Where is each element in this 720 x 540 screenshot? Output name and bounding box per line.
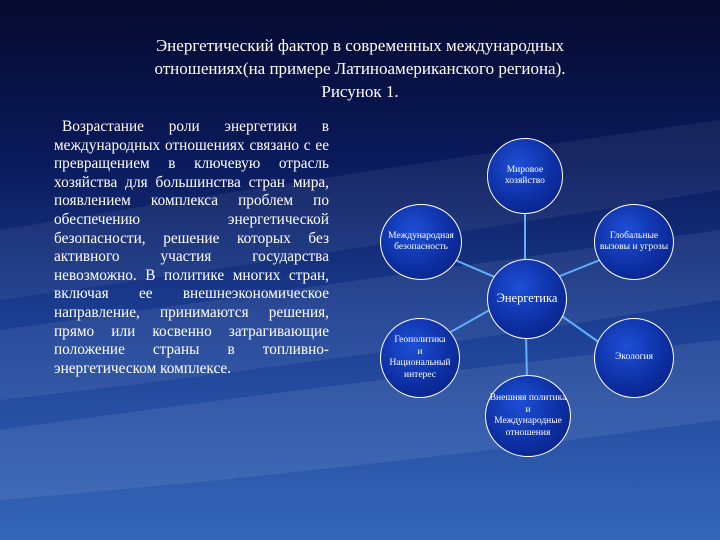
node-energy-center: Энергетика (487, 259, 567, 339)
node-intl-security: Международная безопасность (380, 204, 462, 280)
node-world-economy: Мировое хозяйство (487, 138, 563, 214)
title-line-1: Энергетический фактор в современных международных (155, 36, 565, 55)
node-ecology: Экология (594, 318, 674, 398)
node-global-challenges: Глобальные вызовы и угрозы (594, 204, 674, 280)
title-line-2: отношениях(на примере Латиноамериканского региона). (154, 59, 566, 78)
title-line-3: Рисунок 1. (321, 82, 399, 101)
body-paragraph: Возрастание роли энергетики в международных отношениях связано с ее превращением в ключевую отрасль хозяйства для большинства стран мира, появлением комплекса проблем по обеспечению энергетической безопасности, решение которых без активного участия государства невозможно. В политике многих стран, включая ее внешнеэкономическое направление, принимаются решения, прямо или косвенно затрагивающие положение страны в топливно-энергетическом комплексе. (54, 118, 329, 377)
node-geopolitics: Геополитика и Национальный интерес (380, 318, 460, 398)
node-foreign-policy: Внешняя политика и Международные отношения (485, 375, 571, 457)
